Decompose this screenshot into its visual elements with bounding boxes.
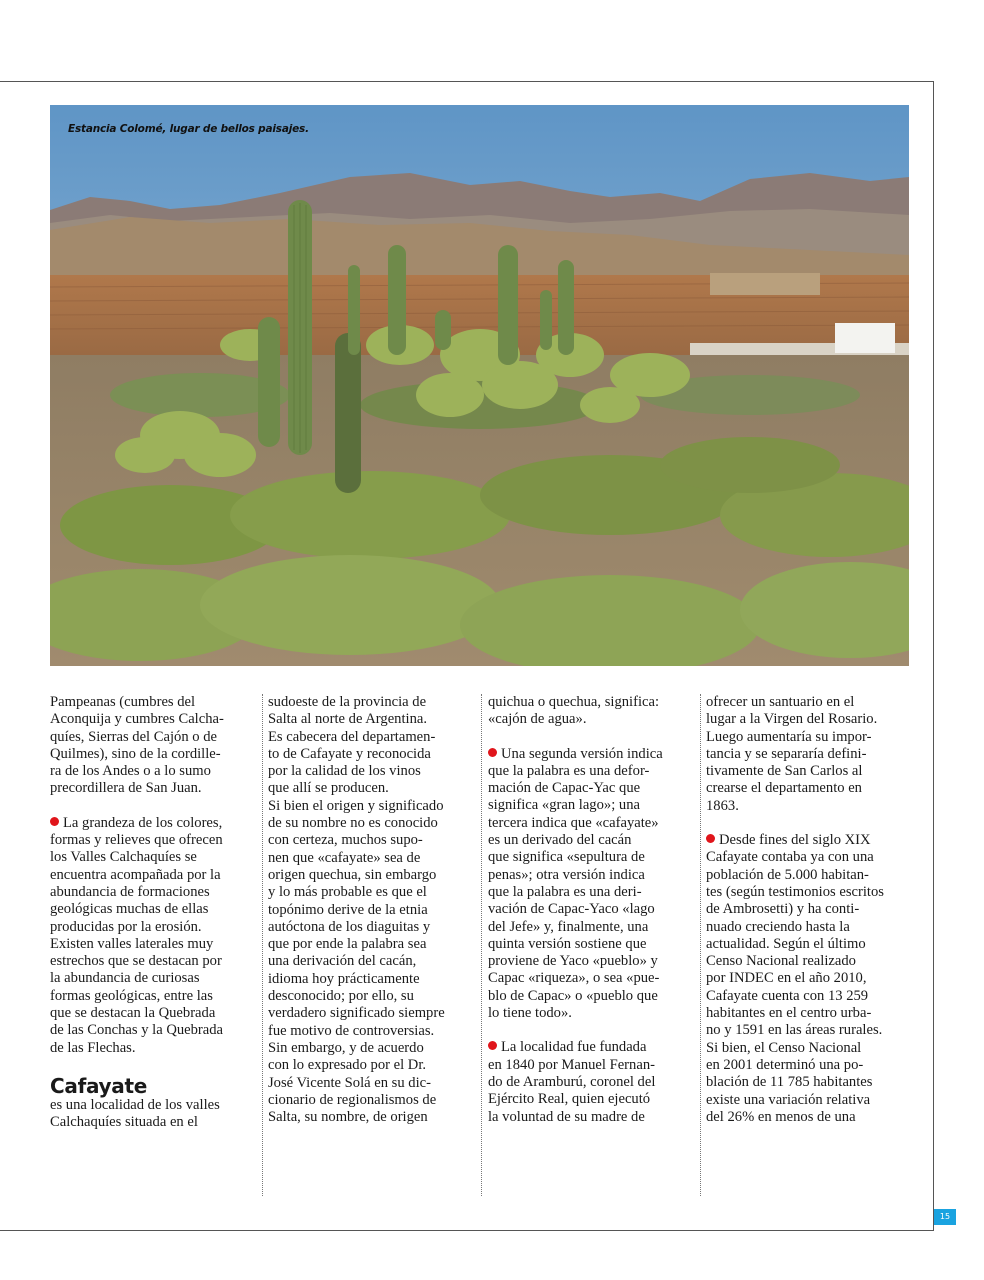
paragraph: ofrecer un santuario en el lugar a la Virgen del Rosario. Luego aumentaría su impor- tancia y se separaría defini- tivamente de San Carlos al crearse el departamento en 1863. xyxy=(706,694,878,814)
text-column-1 xyxy=(50,694,254,1196)
paragraph-bulleted xyxy=(488,746,692,1023)
frame-top-rule xyxy=(0,81,934,82)
red-bullet-icon xyxy=(488,1041,497,1050)
frame-right-rule xyxy=(933,81,934,1231)
column-divider xyxy=(481,694,482,1196)
red-bullet-icon xyxy=(50,817,59,826)
paragraph: Si bien el origen y significado de su nombre no es conocido con certeza, muchos supo- nen que «cafayate» sea de origen quechua, sin embargo y lo más probable es que el topónimo derive de la etnia autóctona de los diaguitas y que por ende la palabra sea una derivación del cacán, idioma hoy prácticamente desconocido; por ello, su verdadero significado siempre fue motivo de controversias. xyxy=(268,797,445,1039)
page-number-badge: 15 xyxy=(934,1209,956,1225)
red-bullet-icon xyxy=(488,748,497,757)
red-bullet-icon xyxy=(706,834,715,843)
paragraph: Sin embargo, y de acuerdo con lo expresado por el Dr. José Vicente Solá en su dic- cionario de regionalismos de Salta, su nombre, de origen xyxy=(268,1039,437,1126)
column-divider xyxy=(262,694,263,1196)
paragraph-bulleted xyxy=(488,1039,692,1125)
paragraph: sudoeste de la provincia de Salta al norte de Argentina. Es cabecera del departamen- to de Cafayate y reconocida por la calidad de los vinos que allí se producen. xyxy=(268,694,436,797)
paragraph: quichua o quechua, significa: «cajón de agua». xyxy=(488,694,660,728)
column-divider xyxy=(700,694,701,1196)
paragraph: es una localidad de los valles Calchaquíes situada en el xyxy=(50,1096,220,1131)
paragraph-text: Desde fines del siglo XIX Cafayate contaba ya con una población de 5.000 habitan- tes (según testimonios escritos de Ambrosetti) y ha conti- nuado creciendo hasta la actualidad. Según el último Censo Nacional realizado por INDEC en el año 2010, Cafayate cuenta con 13 259 habitantes en el centro urba- no y 1591 en las áreas rurales. Si bien, el Censo Nacional en 2001 determinó una po- blación de 11 785 habitantes existe una variación relativa del 26% en menos de una xyxy=(706,832,884,1125)
paragraph-bulleted xyxy=(50,815,254,1057)
text-column-2 xyxy=(268,694,472,1196)
paragraph-text: La grandeza de los colores, formas y relieves que ofrecen los Valles Calchaquíes se encuentra acompañada por la abundancia de formaciones geológicas muchas de ellas producidas por la erosión. Existen valles laterales muy estrechos que se destacan por la abundancia de curiosas formas geológicas, entre las que se destacan la Quebrada de las Conchas y la Quebrada de las Flechas. xyxy=(50,814,224,1056)
frame-bottom-rule xyxy=(0,1230,934,1231)
landscape-photo xyxy=(50,105,909,666)
paragraph-text: La localidad fue fundada en 1840 por Manuel Fernan- do de Aramburú, coronel del Ejército Real, quien ejecutó la voluntad de su madre de xyxy=(488,1039,656,1125)
section-heading: Cafayate xyxy=(50,1073,148,1098)
text-column-3 xyxy=(488,694,692,1196)
paragraph-bulleted xyxy=(706,832,910,1126)
paragraph-text: Una segunda versión indica que la palabra es una defor- mación de Capac-Yac que significa «gran lago»; una tercera indica que «cafayate» es un derivado del cacán que significa «sepultura de penas»; otra versión indica que la palabra es una deri- vación de Capac-Yaco «lago del Jefe» y, finalmente, una quinta versión sostiene que proviene de Yaco «pueblo» y Capac «riqueza», o sea «pue- blo de Capac» o «pueblo que lo tiene todo». xyxy=(488,745,663,1022)
photo-caption: Estancia Colomé, lugar de bellos paisajes. xyxy=(68,123,309,135)
paragraph: Pampeanas (cumbres del Aconquija y cumbres Calcha- quíes, Sierras del Cajón o de Quilmes), sino de la cordille- ra de los Andes o a lo sumo precordillera de San Juan. xyxy=(50,694,224,797)
text-column-4 xyxy=(706,694,910,1196)
cactus-garden-illustration xyxy=(50,105,909,666)
